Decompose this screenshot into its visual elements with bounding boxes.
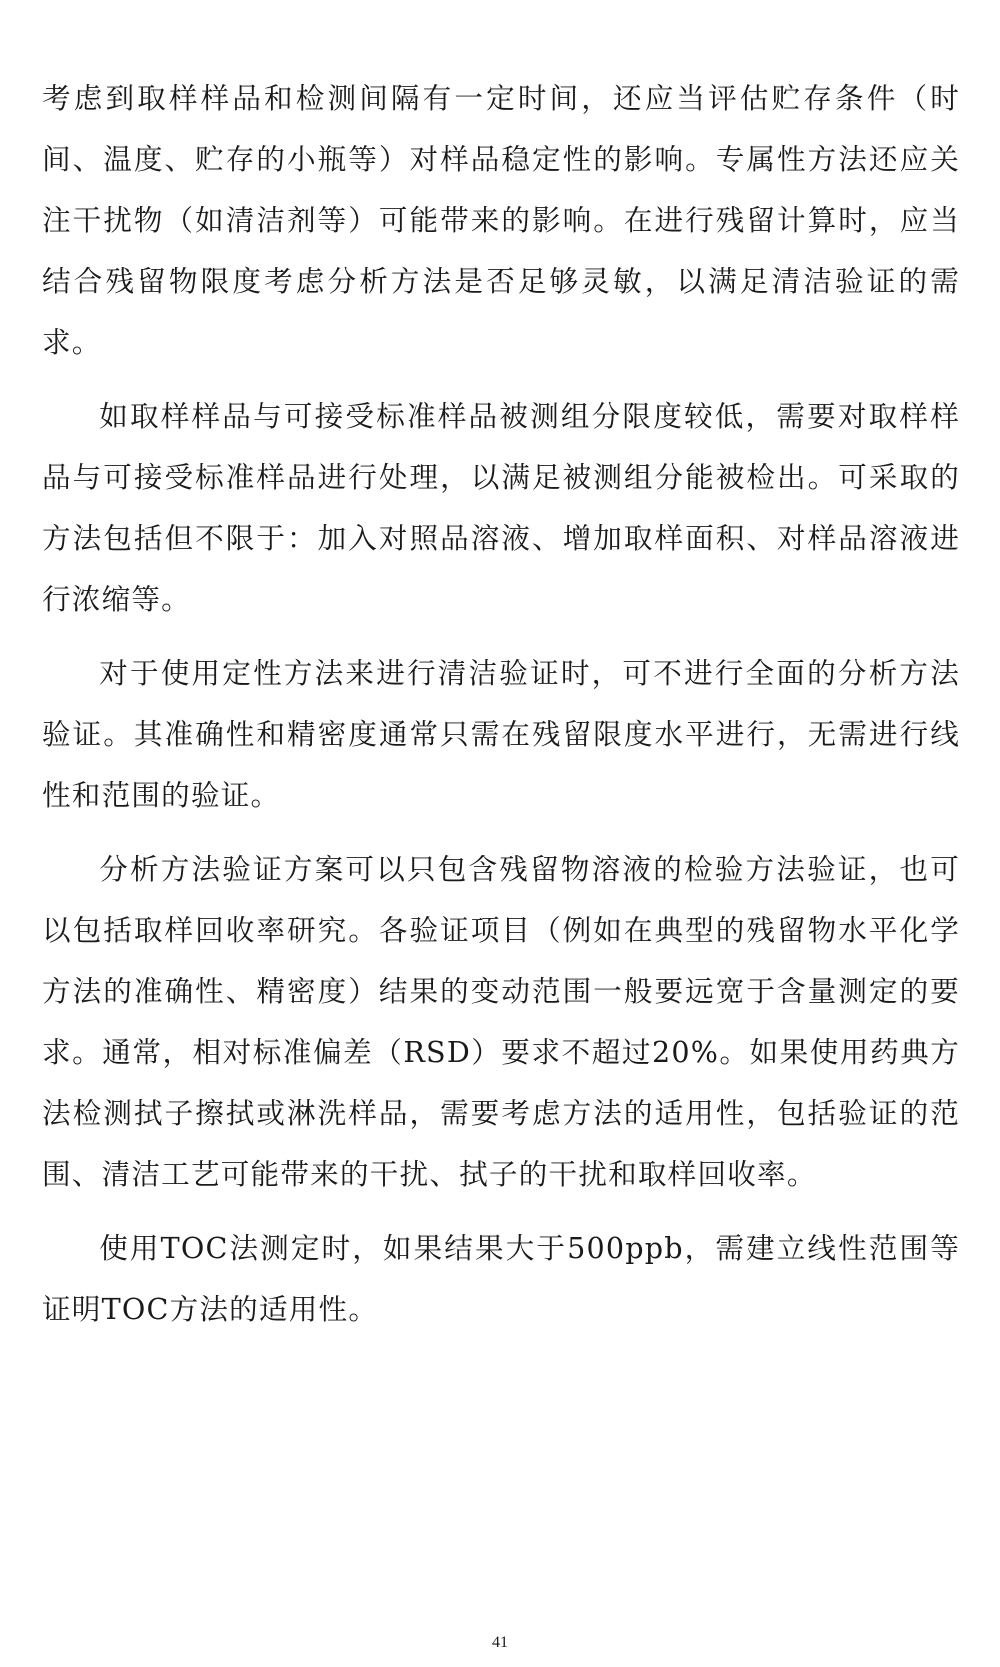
paragraph-qualitative-method: 对于使用定性方法来进行清洁验证时，可不进行全面的分析方法验证。其准确性和精密度通常只需在残留限度水平进行，无需进行线性和范围的验证。 <box>42 656 960 812</box>
paragraph-toc-method: 使用TOC法测定时，如果结果大于500ppb，需建立线性范围等证明TOC方法的适用性。 <box>42 1231 960 1326</box>
paragraph-validation-protocol: 分析方法验证方案可以只包含残留物溶液的检验方法验证，也可以包括取样回收率研究。各验证项目（例如在典型的残留物水平化学方法的准确性、精密度）结果的变动范围一般要远宽于含量测定的要求。通常，相对标准偏差（RSD）要求不超过20%。如果使用药典方法检测拭子擦拭或淋洗样品，需要考虑方法的适用性，包括验证的范围、清洁工艺可能带来的干扰、拭子的干扰和取样回收率。 <box>42 852 960 1191</box>
page-number: 41 <box>492 1634 508 1651</box>
paragraph-storage-stability: 考虑到取样样品和检测间隔有一定时间，还应当评估贮存条件（时间、温度、贮存的小瓶等）对样品稳定性的影响。专属性方法还应关注干扰物（如清洁剂等）可能带来的影响。在进行残留计算时，应当结合残留物限度考虑分析方法是否足够灵敏，以满足清洁验证的需求。 <box>42 81 960 359</box>
paragraph-low-limit-treatment: 如取样样品与可接受标准样品被测组分限度较低，需要对取样样品与可接受标准样品进行处理，以满足被测组分能被检出。可采取的方法包括但不限于：加入对照品溶液、增加取样面积、对样品溶液进行浓缩等。 <box>42 399 960 616</box>
document-body <box>42 68 960 1353</box>
